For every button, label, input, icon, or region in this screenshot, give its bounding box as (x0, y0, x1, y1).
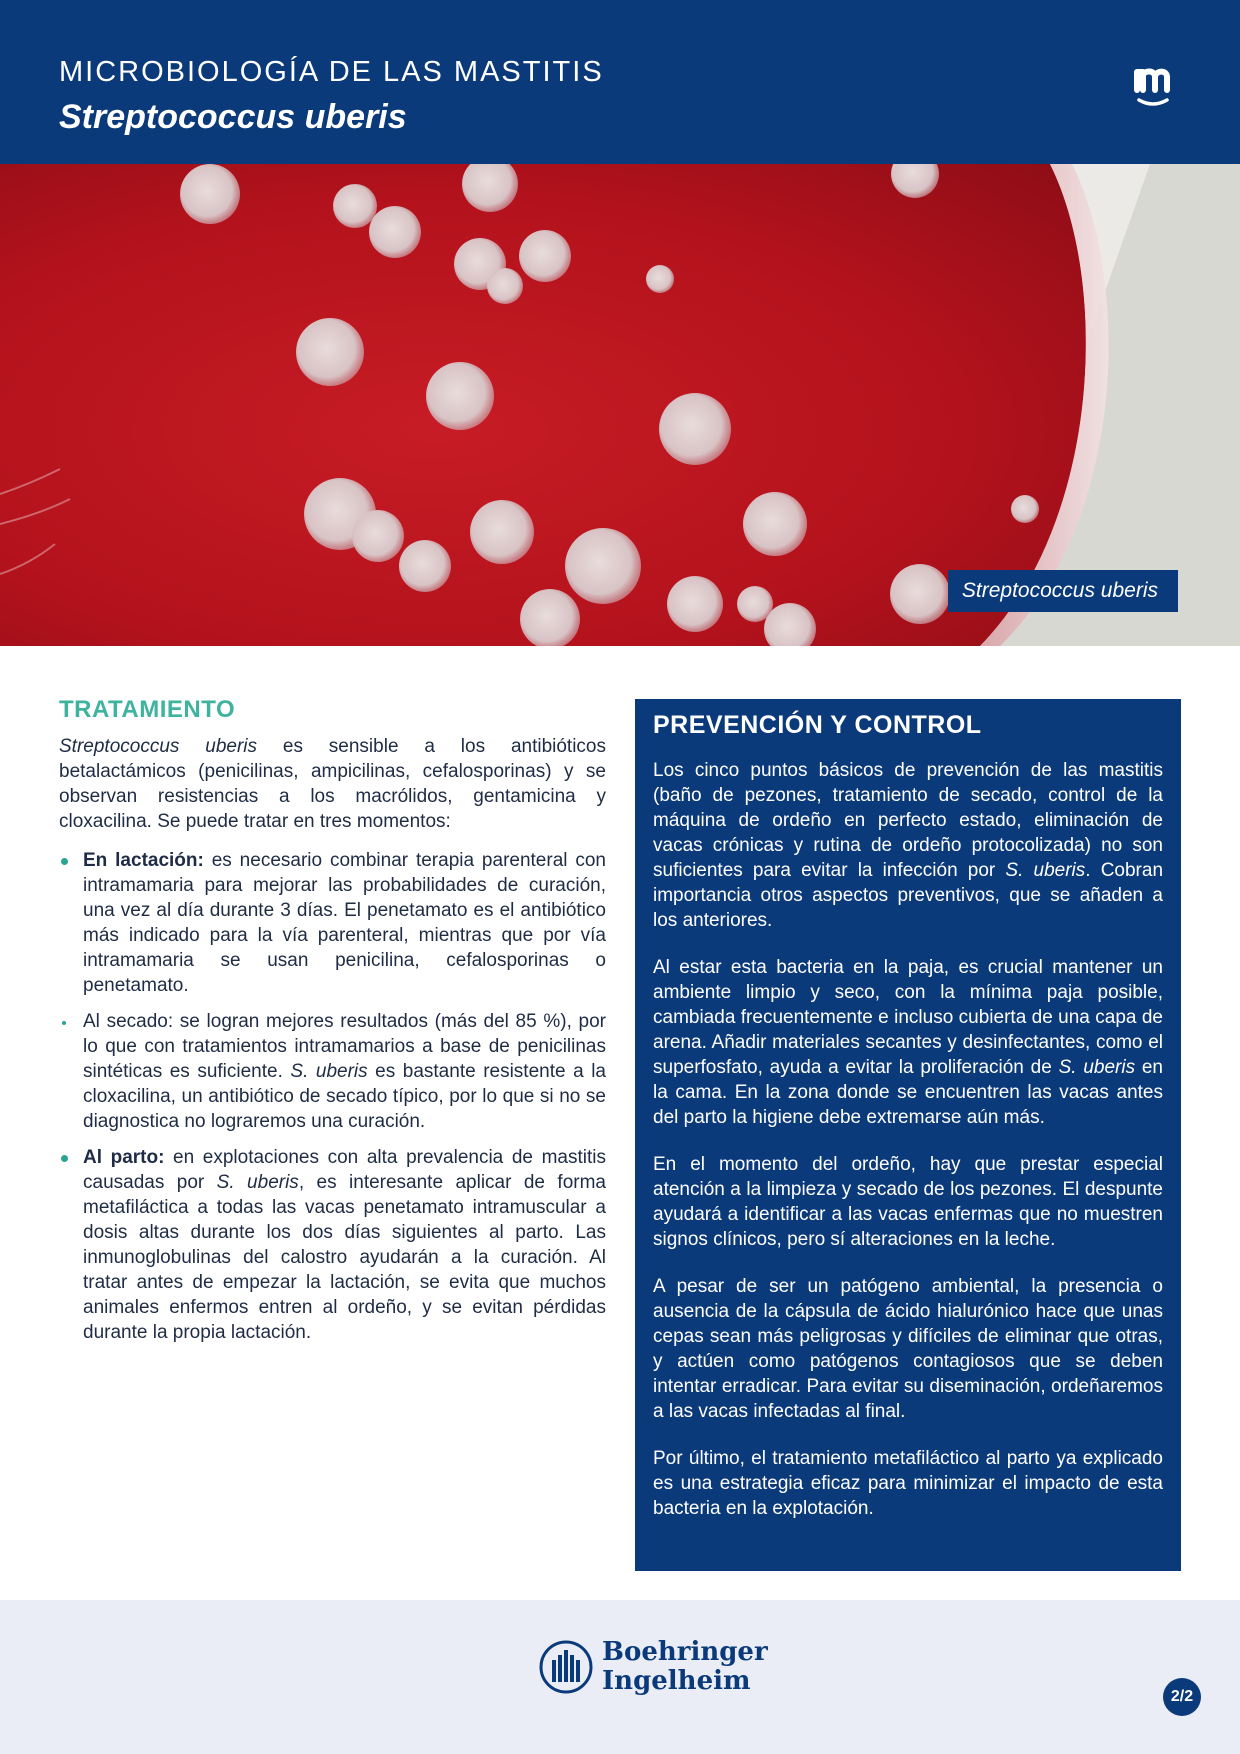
treatment-section (59, 696, 606, 1356)
list-item-label: Al parto: (83, 1147, 165, 1168)
brand-line-2: Ingelheim (602, 1666, 751, 1696)
treatment-list (59, 848, 606, 1345)
prevention-paragraph-3: En el momento del ordeño, hay que prestar especial atención a la limpieza y secado de los pezones. El despunte ayudará a identificar a las vacas enfermas que no muestren signos clínicos, pero sí alteraciones en la leche. (653, 1154, 1163, 1250)
prevention-paragraph-1: Los cinco puntos básicos de prevención de las mastitis (baño de pezones, tratamiento de secado, control de la máquina de ordeño en perfecto estado, eliminación de vacas crónicas y rutina de ordeño protocolizada) no son suficientes para evitar la infección por S. uberis. Cobran importancia otros aspectos preventivos, que se añaden a los anteriores. (653, 760, 1164, 931)
boehringer-ingelheim-logo (538, 1638, 768, 1696)
bullet-icon (61, 1155, 68, 1162)
page-footer (0, 1600, 1240, 1754)
list-item-label: En lactación: (83, 850, 204, 871)
photo-caption: Streptococcus uberis (948, 570, 1178, 612)
treatment-heading: TRATAMIENTO (59, 696, 236, 723)
list-item-lactacion: En lactación: es necesario combinar terapia parenteral con intramamaria para mejorar las probabilidades de curación, una vez al día durante 3 días. El penetamato es el antibiótico más indicado para la vía parenteral, mientras que por vía intramamaria se usan penicilina, cefalosporinas o penetamato. (59, 848, 606, 998)
page-header (0, 0, 1240, 164)
list-item-parto: Al parto: en explotaciones con alta prevalencia de mastitis causadas por S. uberis, es interesante aplicar de forma metafiláctica a todas las vacas penetamato intramuscular a dosis altas durante los dos días siguientes al parto. Las inmunoglobulinas del calostro ayudarán a la curación. Al tratar antes de empezar la lactación, se evita que muchos animales enfermos entren al ordeño, y se evitan pérdidas durante la propia lactación. (59, 1145, 606, 1345)
prevention-paragraph-5: Por último, el tratamiento metafiláctico al parto ya explicado es una estrategia eficaz para minimizar el impacto de esta bacteria en la explotación. (653, 1448, 1163, 1519)
prevention-paragraph-4: A pesar de ser un patógeno ambiental, la presencia o ausencia de la cápsula de ácido hialurónico hace que unas cepas sean más peligrosas y difíciles de eliminar que otras, y actúen como patógenos contagiosos que se deben intentar erradicar. Para evitar su diseminación, ordeñaremos a las vacas infectadas al final. (653, 1276, 1163, 1422)
page-number-badge: 2/2 (1163, 1678, 1201, 1716)
boehringer-building-icon (538, 1638, 594, 1696)
treatment-intro: Streptococcus uberis es sensible a los antibióticos betalactámicos (penicilinas, ampicilinas, cefalosporinas) y se observan resistencias a los macrólidos, gentamicina y cloxacilina. Se puede tratar en tres momentos: (59, 736, 607, 832)
bullet-icon (61, 858, 68, 865)
m-smile-logo-icon (1133, 58, 1185, 110)
hero-photo-agar-plate (0, 164, 1240, 646)
prevention-heading: PREVENCIÓN Y CONTROL (653, 711, 982, 739)
series-title: MICROBIOLOGÍA DE LAS MASTITIS (59, 56, 604, 88)
prevention-paragraph-2: Al estar esta bacteria en la paja, es crucial mantener un ambiente limpio y seco, con la mínima paja posible, cambiada frecuentemente e incluso cubierta de una capa de arena. Añadir materiales secantes y desinfectantes, como el superfosfato, ayuda a evitar la proliferación de S. uberis en la cama. En la zona donde se encuentren las vacas antes del parto la higiene debe extremarse aún más. (653, 957, 1163, 1128)
brand-line-1: Boehringer (602, 1637, 768, 1667)
page-title: Streptococcus uberis (59, 98, 407, 136)
species-name: Streptococcus uberis (59, 736, 258, 757)
prevention-box (635, 699, 1181, 1571)
bullet-icon (62, 1021, 66, 1025)
list-item-label: Al secado: (83, 1011, 174, 1032)
list-item-secado: Al secado: se logran mejores resultados (más del 85 %), por lo que con tratamientos intramamarios a base de penicilinas sintéticas es suficiente. S. uberis es bastante resistente a la cloxacilina, un antibiótico de secado típico, por lo que si no se diagnostica no lograremos una curación. (59, 1009, 606, 1134)
